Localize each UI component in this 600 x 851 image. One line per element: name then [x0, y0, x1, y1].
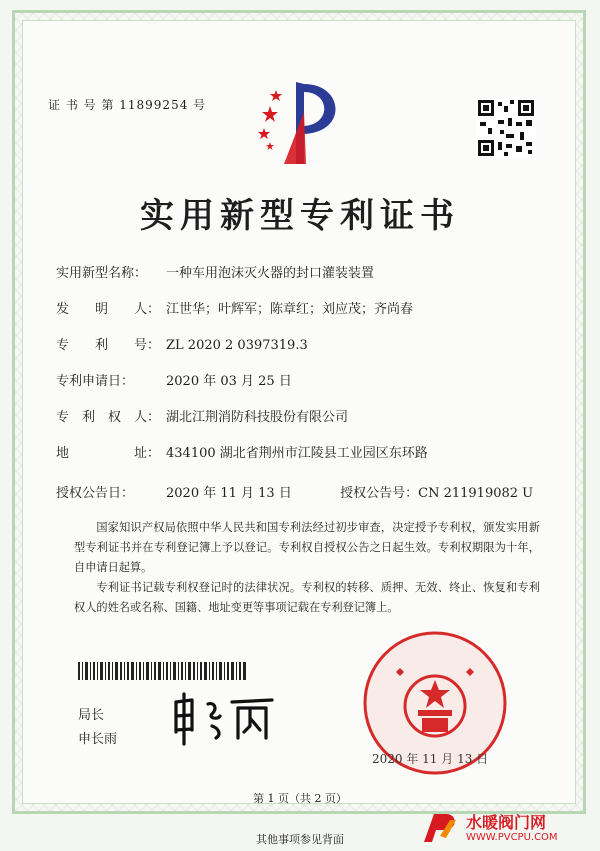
legal-paragraph-1: 国家知识产权局依照中华人民共和国专利法经过初步审查，决定授予专利权，颁发实用新型专利证书并在专利登记簿上予以登记。专利权自授权公告之日起生效。专利权期限为十年，自申请日起算。: [74, 521, 540, 574]
certificate-number: 证 书 号 第 11899254 号: [48, 98, 207, 112]
seal-date: 2020 年 11 月 13 日: [372, 752, 489, 766]
footer-note: 其他事项参见背面: [256, 833, 344, 846]
field-value: 江世华；叶辉军；陈章红；刘应茂；齐尚春: [166, 302, 414, 317]
certificate-title: 实用新型专利证书: [140, 196, 460, 236]
field-label: 发 明 人：: [56, 302, 161, 317]
barcode: [78, 662, 246, 680]
director-name: 申长雨: [78, 732, 118, 747]
director-title: 局长: [78, 708, 105, 723]
field-label: 专 利 号：: [56, 338, 161, 353]
watermark-url: WWW.PVCPU.COM: [466, 832, 558, 843]
field-label: 专利申请日：: [56, 374, 135, 389]
field-value: ZL 2020 2 0397319.3: [166, 338, 308, 353]
field-row: [56, 262, 374, 281]
field-row: [56, 298, 413, 317]
watermark-brand: 水暖阀门网: [466, 813, 547, 832]
field-row: [56, 370, 292, 389]
field-value: 2020 年 03 月 25 日: [166, 374, 292, 389]
grant-date-label: 授权公告日：: [56, 486, 135, 501]
field-row: [56, 442, 428, 461]
field-value: 434100 湖北省荆州市江陵县工业园区东环路: [166, 446, 428, 461]
field-label: 专 利 权 人：: [56, 410, 161, 425]
field-row: [56, 406, 348, 425]
cnipa-logo-icon: [246, 72, 356, 172]
field-row: [56, 334, 308, 353]
grant-date-value: 2020 年 11 月 13 日: [166, 486, 292, 501]
page-number: 第 1 页（共 2 页）: [253, 792, 347, 805]
grant-row: [56, 482, 533, 501]
watermark-logo: [420, 808, 596, 848]
field-label: 实用新型名称：: [56, 266, 148, 281]
field-value: 湖北江荆消防科技股份有限公司: [166, 410, 349, 425]
field-label: 地 址：: [56, 446, 161, 461]
legal-paragraph-2: 专利证书记载专利权登记时的法律状况。专利权的转移、质押、无效、终止、恢复和专利权人的姓名或名称、国籍、地址变更等事项记载在专利登记簿上。: [74, 581, 540, 614]
pv-logo-icon: [420, 808, 460, 848]
grant-no-label: 授权公告号：: [340, 486, 419, 501]
grant-no-value: CN 211919082 U: [418, 486, 534, 501]
director-signature: [168, 690, 278, 746]
qr-code: [476, 98, 536, 158]
field-value: 一种车用泡沫灭火器的封口灌装装置: [166, 266, 375, 281]
